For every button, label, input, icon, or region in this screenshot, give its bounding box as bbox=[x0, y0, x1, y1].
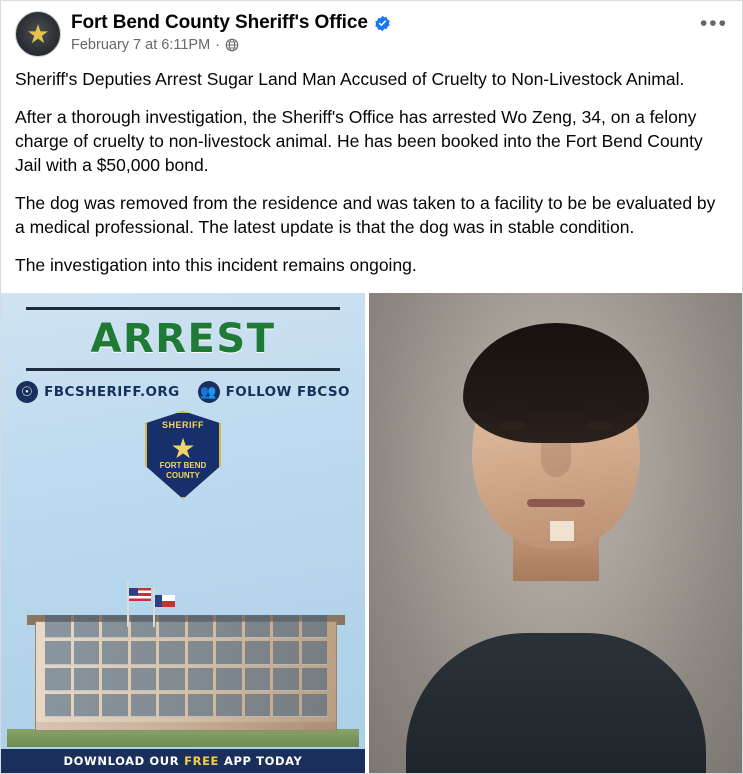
sheriff-star-avatar-icon: ★ bbox=[26, 19, 50, 49]
texas-flag-icon bbox=[155, 595, 175, 607]
badge-bottom-line2: COUNTY bbox=[166, 471, 200, 480]
mugshot-photo bbox=[369, 293, 742, 773]
meta-separator: · bbox=[215, 37, 221, 53]
sheriff-star-icon: ★ bbox=[170, 433, 196, 464]
social-link[interactable] bbox=[198, 381, 350, 403]
globe-icon: ☉ bbox=[16, 381, 38, 403]
post-paragraph-4: The investigation into this incident remains ongoing. bbox=[15, 255, 417, 275]
sheriff-building-illustration bbox=[7, 597, 359, 747]
page-name-row bbox=[71, 12, 391, 34]
arrestee-mugshot[interactable] bbox=[369, 293, 742, 773]
verified-badge-icon bbox=[374, 15, 391, 32]
website-label: FBCSHERIFF.ORG bbox=[44, 384, 180, 400]
divider-bottom bbox=[26, 368, 339, 371]
divider-top bbox=[26, 307, 339, 310]
post-body bbox=[1, 61, 742, 293]
badge-bottom-line1: FORT BEND bbox=[159, 461, 207, 470]
avatar[interactable] bbox=[15, 11, 61, 57]
arrest-graphic-title: ARREST bbox=[90, 316, 276, 362]
post-timestamp[interactable]: February 7 at 6:11PM bbox=[71, 37, 211, 53]
post-media bbox=[1, 293, 742, 773]
us-flag-icon bbox=[129, 588, 151, 601]
download-suffix: APP TODAY bbox=[224, 754, 303, 768]
sheriff-badge-icon bbox=[145, 411, 221, 499]
post-meta bbox=[71, 37, 391, 53]
post-paragraph-1: Sheriff's Deputies Arrest Sugar Land Man Accused of Cruelty to Non-Livestock Animal. bbox=[15, 69, 685, 89]
globe-icon bbox=[225, 38, 239, 52]
post-header bbox=[1, 1, 742, 61]
download-highlight: FREE bbox=[184, 754, 219, 768]
post-paragraph-2: After a thorough investigation, the Sheriff's Office has arrested Wo Zeng, 34, on a felony charge of cruelty to non-livestock animal. He has been booked into the Fort Bend County Jail with a $50,000 bond. bbox=[15, 107, 703, 175]
more-options-button[interactable]: ••• bbox=[699, 12, 728, 35]
page-name[interactable]: Fort Bend County Sheriff's Office bbox=[71, 12, 368, 33]
post-author-block bbox=[71, 11, 391, 53]
arrest-announcement-graphic[interactable] bbox=[1, 293, 365, 773]
post-paragraph-3: The dog was removed from the residence and was taken to a facility to be be evaluated by a medical professional. The latest update is that the dog was in stable condition. bbox=[15, 193, 716, 237]
social-label: FOLLOW FBCSO bbox=[225, 384, 350, 400]
download-prefix: DOWNLOAD OUR bbox=[63, 754, 180, 768]
badge-bottom-text bbox=[145, 461, 221, 481]
website-link[interactable] bbox=[16, 381, 179, 403]
app-download-banner[interactable] bbox=[1, 749, 365, 773]
badge-top-text: SHERIFF bbox=[161, 420, 204, 430]
graphic-links-row bbox=[1, 381, 365, 403]
social-users-icon: 👥 bbox=[198, 381, 220, 403]
